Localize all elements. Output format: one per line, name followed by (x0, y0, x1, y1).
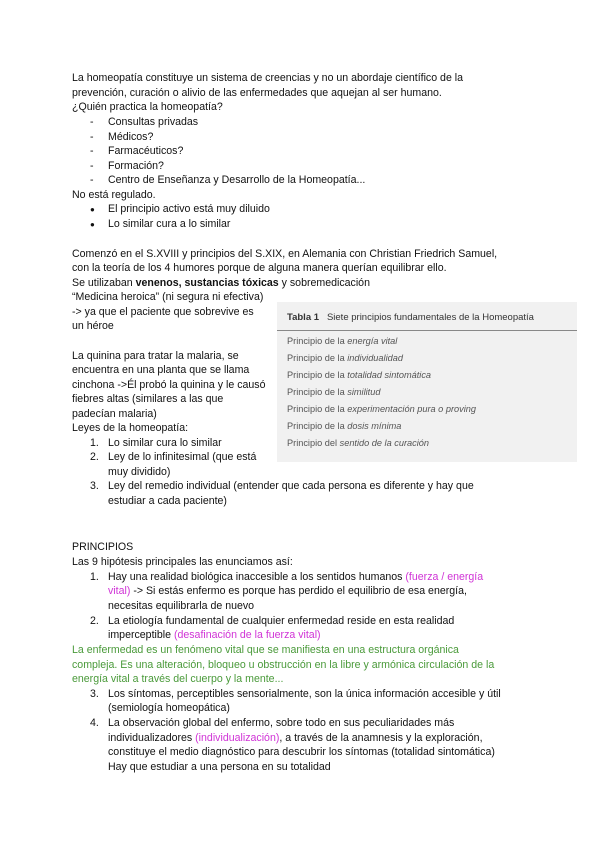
table-row-text: Principio de la (287, 353, 348, 363)
table-row (287, 387, 380, 397)
table-row-emphasis: similitud (347, 387, 381, 397)
table-row (287, 336, 397, 346)
table-row (287, 421, 401, 431)
bullet-item: Lo similar cura a lo similar (108, 218, 231, 230)
principle-number: 2. (90, 615, 99, 627)
table-row-emphasis: sentido de la curación (339, 438, 429, 448)
principle-2-line-2 (108, 629, 321, 642)
law-number: 2. (90, 451, 99, 463)
principle-text: Hay una realidad biológica inaccesible a los sentidos humanos (108, 571, 406, 583)
principle-4-line-2 (108, 732, 483, 745)
history-line-6: un héroe (72, 320, 114, 332)
table-row-text: Principio de la (287, 404, 348, 414)
list-dash: - (90, 174, 94, 186)
list-item: Farmacéuticos? (108, 145, 184, 157)
quinine-line: cinchona ->Él probó la quinina y le causó (72, 379, 266, 391)
green-note-line: energía vital a través del cuerpo y la mente... (72, 673, 284, 685)
principle-text: -> Si estás enfermo es porque has perdido el equilibrio de esa energía, (130, 585, 467, 597)
list-dash: - (90, 160, 94, 172)
history-line-4: “Medicina heroica” (ni segura ni efectiva) (72, 291, 264, 303)
principle-text: individualizadores (108, 732, 196, 744)
table-label: Tabla 1 (287, 312, 320, 323)
intro-question: ¿Quién practica la homeopatía? (72, 101, 223, 113)
principle-1-line-1 (108, 571, 483, 584)
law-text: Ley de lo infinitesimal (que está (108, 451, 257, 463)
principles-subheading: Las 9 hipótesis principales las enunciamos así: (72, 556, 293, 568)
principle-text: , a través de la anamnesis y la exploración, (279, 732, 483, 744)
quinine-line: La quinina para tratar la malaria, se (72, 350, 239, 362)
intro-line-2: prevención, curación o alivio de las enfermedades que aquejan al ser humano. (72, 87, 442, 99)
list-item: Médicos? (108, 131, 154, 143)
table-title-text: Siete principios fundamentales de la Homeopatía (326, 312, 534, 323)
history-line-1: Comenzó en el S.XVIII y principios del S.XIX, en Alemania con Christian Friedrich Samuel, (72, 248, 498, 260)
list-dash: - (90, 145, 94, 157)
history-text: y sobremedicación (278, 277, 370, 289)
law-text: estudiar a cada paciente) (108, 495, 227, 507)
bullet-dot: ● (90, 220, 95, 229)
table-row-text: Principio de la (287, 421, 348, 431)
history-line-5: -> ya que el paciente que sobrevive es (72, 306, 254, 318)
law-text: muy dividido) (108, 466, 171, 478)
principles-table-image (277, 302, 577, 462)
table-row-emphasis: totalidad sintomática (347, 370, 432, 380)
principle-4-line-1: La observación global del enfermo, sobre todo en sus peculiaridades más (108, 717, 455, 729)
principle-3-line-1: Los síntomas, perceptibles sensorialmente, son la única información accesible y útil (108, 688, 501, 700)
principle-4-line-4: Hay que estudiar a una persona en su totalidad (108, 761, 331, 773)
principle-highlight: (individualización) (195, 732, 280, 744)
history-text: Se utilizaban (72, 277, 136, 289)
principle-text: imperceptible (108, 629, 174, 641)
laws-heading: Leyes de la homeopatía: (72, 422, 189, 434)
principle-3-line-2: (semiología homeopática) (108, 702, 230, 714)
principle-highlight: (desafinación de la fuerza vital) (173, 629, 321, 641)
table-row (287, 370, 431, 380)
principle-1-line-2 (108, 585, 467, 598)
table-row-text: Principio de la (287, 387, 348, 397)
quinine-line: encuentra en una planta que se llama (72, 364, 250, 376)
green-note-line: compleja. Es una alteración, bloqueo u obstrucción en la libre y armónica circulación de la (72, 659, 495, 671)
law-number: 3. (90, 480, 99, 492)
list-item: Centro de Enseñanza y Desarrollo de la Homeopatía... (108, 174, 366, 186)
table-row-emphasis: dosis mínima (347, 421, 402, 431)
principle-highlight: (fuerza / energía (405, 571, 484, 583)
history-bold-text: venenos, sustancias tóxicas (135, 277, 279, 289)
green-note-line: La enfermedad es un fenómeno vital que se manifiesta en una estructura orgánica (72, 644, 459, 656)
principle-1-line-3: necesitas equilibrarla de nuevo (108, 600, 255, 612)
table-row-text: Principio del (287, 438, 340, 448)
table-title (287, 312, 534, 323)
table-row (287, 438, 429, 448)
list-item: Formación? (108, 160, 164, 172)
principle-number: 4. (90, 717, 99, 729)
law-number: 1. (90, 437, 99, 449)
principle-number: 1. (90, 571, 99, 583)
table-divider (277, 330, 577, 331)
principle-4-line-3: constituye el medio diagnóstico para descubrir los síntomas (totalidad sintomática) (108, 746, 495, 758)
principle-number: 3. (90, 688, 99, 700)
list-item: Consultas privadas (108, 116, 199, 128)
quinine-line: fiebres altas (similares a las que (72, 393, 224, 405)
law-text: Lo similar cura lo similar (108, 437, 222, 449)
principle-2-line-1: La etiología fundamental de cualquier enfermedad reside en esta realidad (108, 615, 455, 627)
bullet-dot: ● (90, 205, 95, 214)
table-row (287, 353, 403, 363)
law-text: Ley del remedio individual (entender que cada persona es diferente y hay que (108, 480, 474, 492)
bullet-item: El principio activo está muy diluido (108, 203, 270, 215)
table-row-text: Principio de la (287, 370, 348, 380)
history-line-2: con la teoría de los 4 humores porque de alguna manera querían equilibrar ello. (72, 262, 447, 274)
table-row-emphasis: individualidad (347, 353, 403, 363)
intro-line-1: La homeopatía constituye un sistema de creencias y no un abordaje científico de la (72, 72, 464, 84)
list-dash: - (90, 131, 94, 143)
principle-highlight: vital) (108, 585, 131, 597)
list-dash: - (90, 116, 94, 128)
not-regulated-text: No está regulado. (72, 189, 156, 201)
history-line-3 (72, 277, 370, 290)
table-row-text: Principio de la (287, 336, 348, 346)
table-row-emphasis: experimentación pura o proving (347, 404, 476, 414)
table-row-emphasis: energía vital (347, 336, 398, 346)
principles-heading: PRINCIPIOS (72, 541, 134, 553)
quinine-line: padecían malaria) (72, 408, 157, 420)
table-row (287, 404, 476, 414)
